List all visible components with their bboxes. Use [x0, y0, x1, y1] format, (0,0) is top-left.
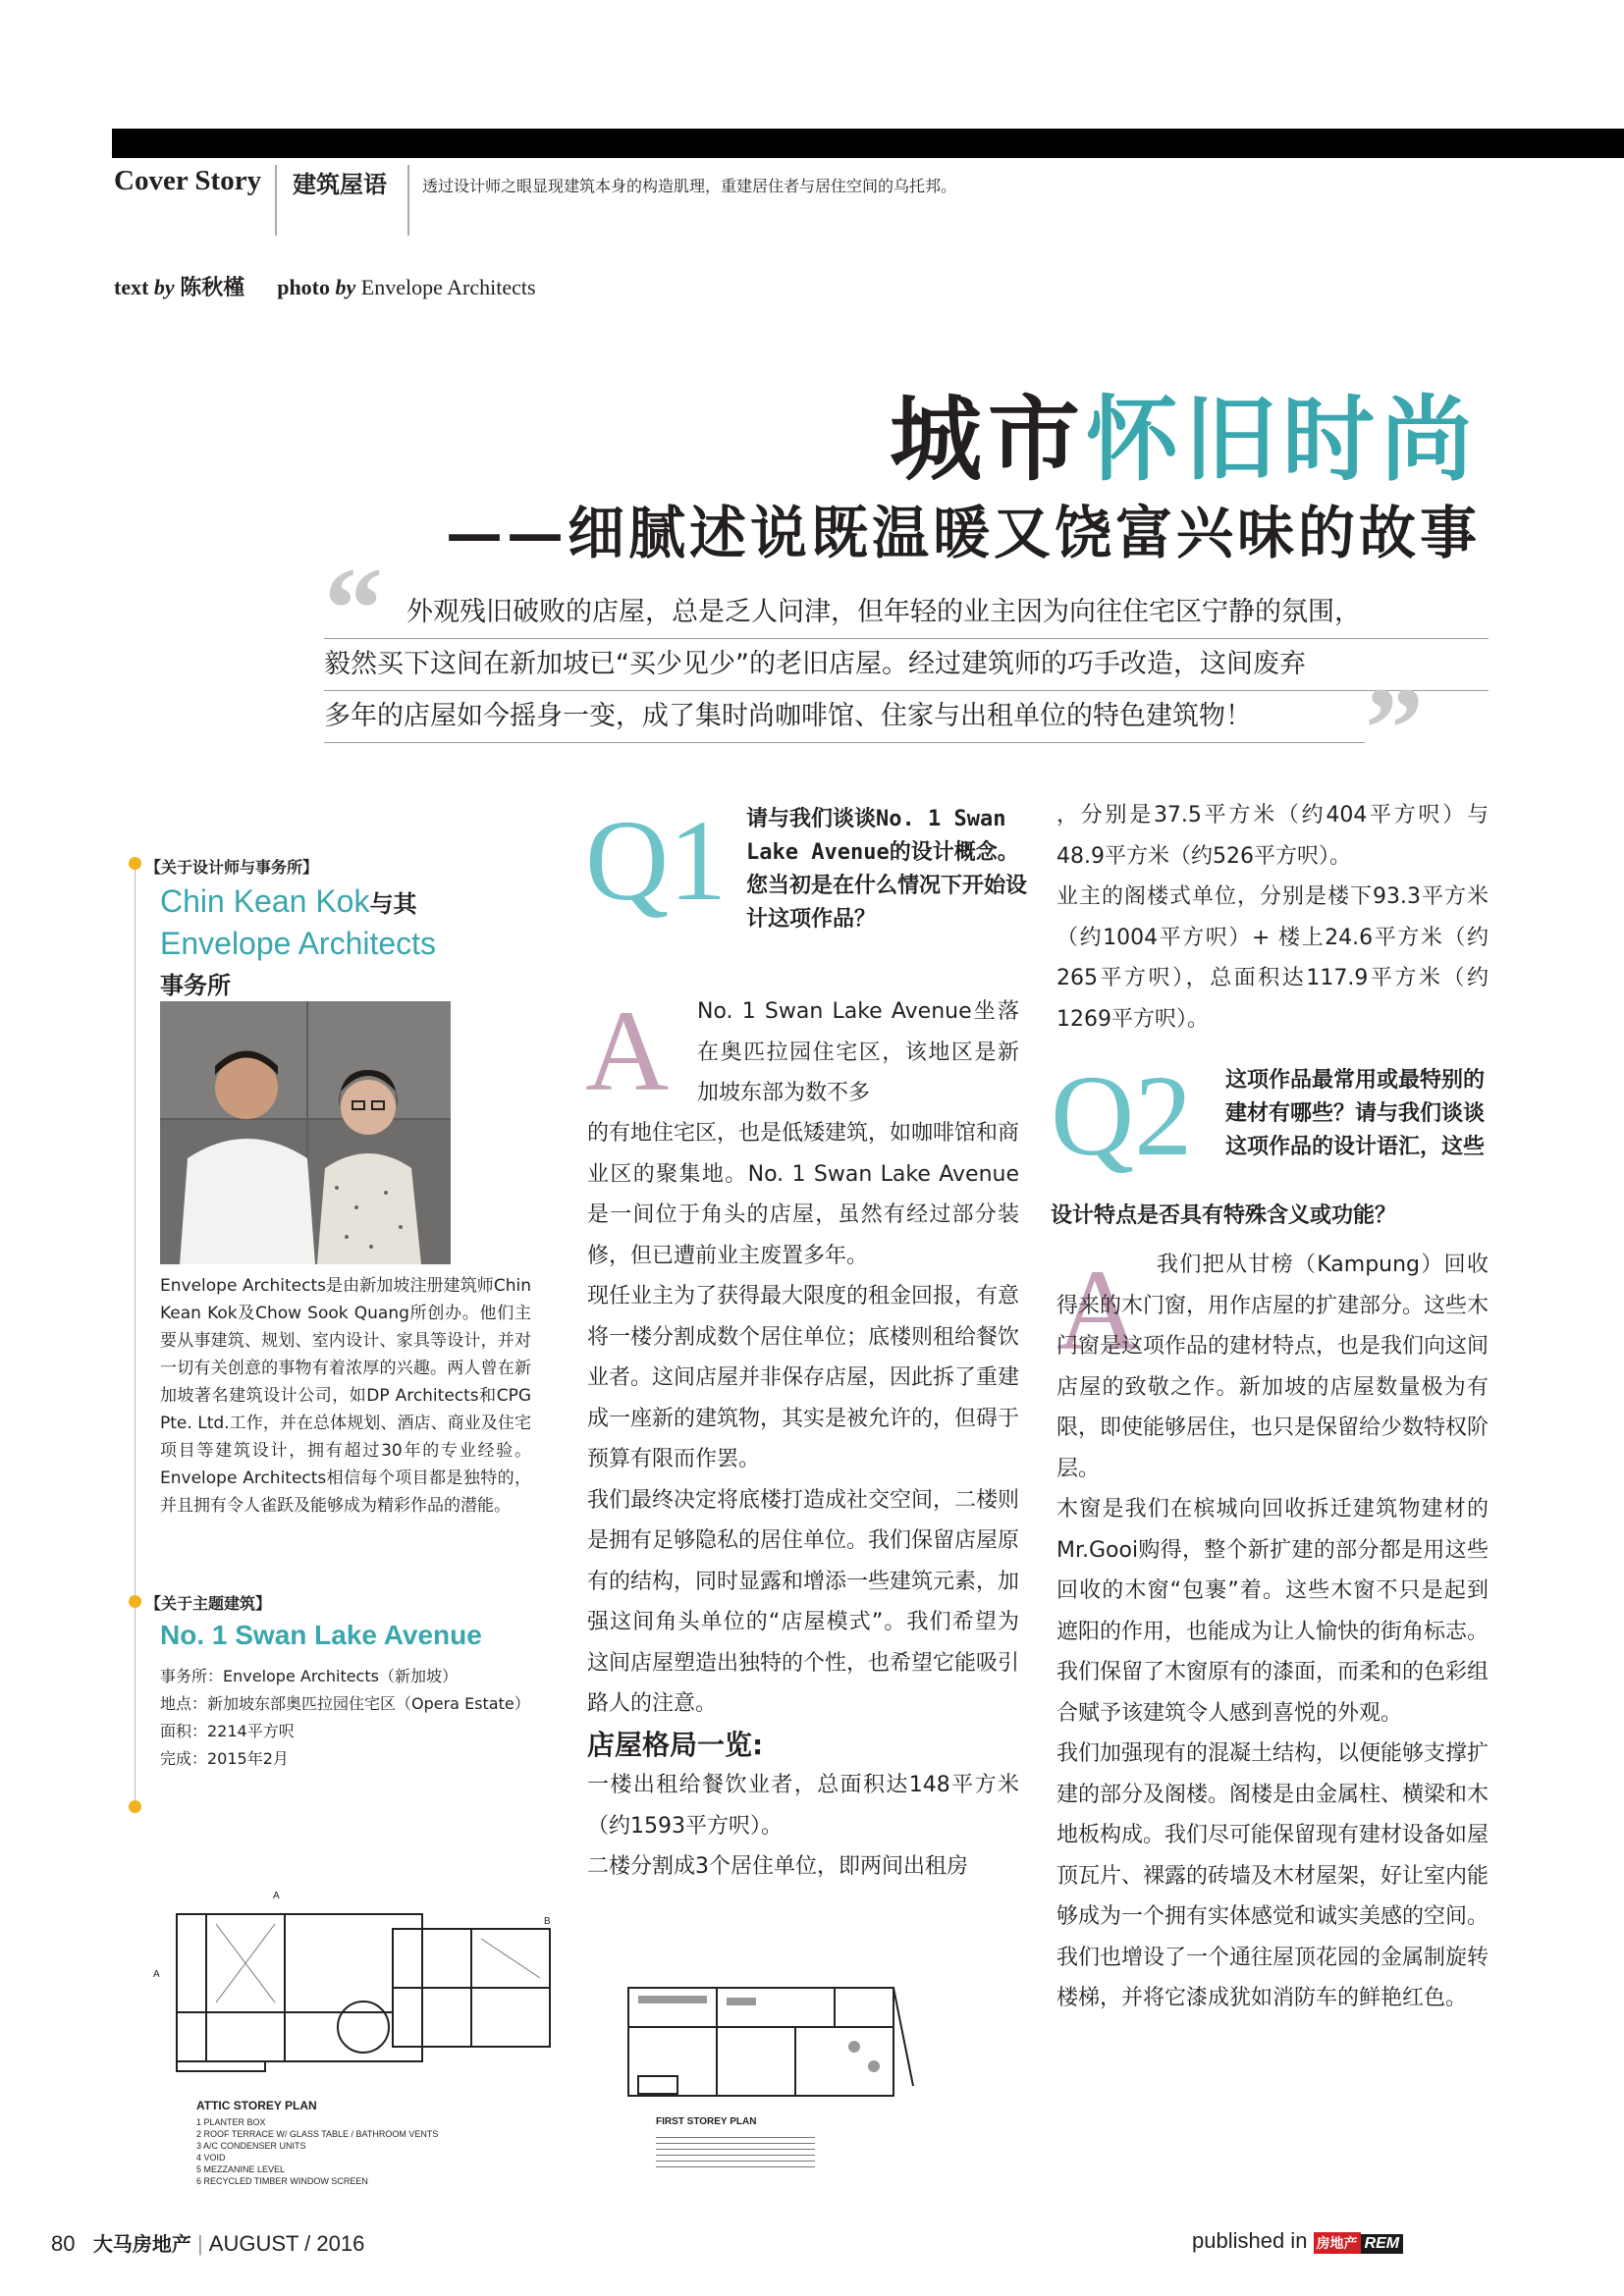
legend-item: 5 MEZZANINE LEVEL	[196, 2164, 286, 2174]
legend-item: 2 ROOF TERRACE W/ GLASS TABLE / BATHROOM VENTS	[196, 2129, 439, 2139]
cover-story-label: Cover Story	[114, 165, 262, 196]
header-bar	[112, 129, 1624, 158]
magazine-name: 大马房地产	[92, 2232, 191, 2256]
bullet-dot-icon	[129, 1800, 141, 1813]
title-part1: 城市	[889, 386, 1086, 494]
q2-answer-column	[1056, 1245, 1489, 2167]
answer-p3: 我们最终决定将底楼打造成社交空间，二楼则是拥有足够隐私的居住单位。我们保留店屋原有的结构，同时显露和增添一些建筑元素，加强这间角头单位的“店屋模式”。我们希望为这间店屋塑造出独特的个性，也希望它能吸引路人的注意。	[587, 1487, 1019, 1716]
open-quote-icon: “	[324, 543, 383, 673]
answer-lead-text: No. 1 Swan Lake Avenue坐落在奥匹拉园住宅区，该地区是新加坡东部为数不多	[697, 999, 1019, 1105]
firm-name: Envelope Architects	[160, 926, 437, 961]
footer-separator: |	[196, 2231, 203, 2256]
logo-cn: 房地产	[1314, 2232, 1361, 2254]
architects-photo	[160, 1001, 451, 1264]
bullet-dot-icon	[129, 1595, 141, 1608]
close-quote-icon: ”	[1365, 663, 1424, 793]
category-label: 建筑屋语	[293, 170, 387, 198]
page-footer	[51, 2228, 364, 2257]
svg-text:A: A	[153, 1969, 160, 1980]
project-name: No. 1 Swan Lake Avenue	[160, 1620, 482, 1650]
legend-item: 3 A/C CONDENSER UNITS	[196, 2141, 306, 2151]
legend-item: 1 PLANTER BOX	[196, 2117, 266, 2127]
header-divider	[407, 165, 409, 236]
photo-label: photo	[277, 275, 330, 299]
first-plan-legend	[727, 2132, 815, 2171]
by-label: by	[335, 275, 356, 299]
project-location: 地点：新加坡东部奥匹拉园住宅区（Opera Estate）	[160, 1694, 530, 1713]
legend-item: 4 VOID	[196, 2153, 226, 2163]
project-area: 面积：2214平方呎	[160, 1722, 295, 1740]
bullet-dot-icon	[129, 857, 141, 870]
q2-answer-p4: 我们也增设了一个通往屋顶花园的金属制旋转楼梯，并将它漆成犹如消防车的鲜艳红色。	[1056, 1945, 1489, 2010]
page-number: 80	[51, 2231, 76, 2256]
legend-item: 6 RECYCLED TIMBER WINDOW SCREEN	[196, 2176, 368, 2186]
author-name: 陈秋槿	[180, 275, 245, 300]
answer-p2: 现任业主为了获得最大限度的租金回报，有意将一楼分割成数个居住单位；底楼则租给餐饮业者。这间店屋并非保存店屋，因此拆了重建成一座新的建筑物，其实是被允许的，但碍于预算有限而作罢。	[587, 1284, 1019, 1471]
q2-marker: Q2	[1051, 1051, 1193, 1180]
layout-p4: 业主的阁楼式单位，分别是楼下93.3平方米（约1004平方呎）+ 楼上24.6平方米（约265平方呎），总面积达117.9平方米（约1269平方呎）。	[1056, 884, 1489, 1032]
title-part2: 怀旧时尚	[1085, 386, 1479, 494]
attic-plan-legend	[196, 2116, 438, 2187]
designer-name: Chin Kean Kok	[160, 883, 370, 919]
project-firm: 事务所：Envelope Architects（新加坡）	[160, 1667, 458, 1685]
by-label: by	[153, 275, 175, 299]
q2-answer-p2: 木窗是我们在槟城向回收拆迁建筑物建材的Mr.Gooi购得，整个新扩建的部分都是用这些回收的木窗“包裹”着。这些木窗不只是起到遮阳的作用，也能成为让人愉快的街角标志。我们保留了木窗原有的漆面，而柔和的色彩组合赋予该建筑令人感到喜悦的外观。	[1056, 1497, 1489, 1726]
designer-section-label: 【关于设计师与事务所】	[145, 858, 319, 877]
article-subtitle: ——细腻述说既温暖又饶富兴味的故事	[445, 500, 1481, 566]
layout-p1: 一楼出租给餐饮业者，总面积达148平方米（约1593平方呎）。	[587, 1773, 1019, 1839]
designer-bio: Envelope Architects是由新加坡注册建筑师Chin Kean Kok及Chow Sook Quang所创办。他们主要从事建筑、规划、室内设计、家具等设计，并对一切有关创意的事物有着浓厚的兴趣。两人曾在新加坡著名建筑设计公司，如DP Architects和CPG Pte. Ltd.工作，并在总体规划、酒店、商业及住宅项目等建筑设计，拥有超过30年的专业经验。Envelope Architects相信每个项目都是独特的，并且拥有令人雀跃及能够成为精彩作品的潜能。	[160, 1276, 531, 1516]
quote-line: 多年的店屋如今摇身一变，成了集时尚咖啡馆、住家与出租单位的特色建筑物！	[324, 691, 1365, 743]
text-label: text	[114, 275, 149, 299]
svg-text:A: A	[273, 1891, 280, 1901]
project-section-label: 【关于主题建筑】	[145, 1594, 272, 1613]
category-description: 透过设计师之眼显现建筑本身的构造肌理，重建居住者与居住空间的乌托邦。	[422, 177, 957, 195]
first-plan-title: FIRST STOREY PLAN	[656, 2116, 757, 2127]
firm-suffix: 事务所	[160, 971, 231, 999]
attic-storey-plan	[147, 1865, 560, 2091]
photographer-name: Envelope Architects	[360, 275, 536, 299]
layout-p3: ，分别是37.5平方米（约404平方呎）与48.9平方米（约526平方呎）。	[1056, 803, 1489, 869]
published-in	[1192, 2228, 1403, 2254]
layout-p2: 二楼分割成3个居住单位，即两间出租房	[587, 1854, 968, 1879]
svg-text:B: B	[544, 1916, 551, 1927]
credits	[114, 271, 536, 301]
project-info	[160, 1663, 530, 1773]
a2-marker: A	[1056, 1246, 1141, 1374]
layout-heading: 店屋格局一览:	[587, 1728, 764, 1761]
designer-and: 与其	[369, 889, 417, 918]
q2-question-tail: 设计特点是否具有特殊含义或功能？	[1051, 1203, 1397, 1228]
published-label: published in	[1192, 2228, 1308, 2253]
article-title	[890, 365, 1479, 498]
answer-p1-rest: 的有地住宅区，也是低矮建筑，如咖啡馆和商业区的聚集地。No. 1 Swan Lake Avenue是一间位于角头的店屋，虽然有经过部分装修，但已遭前业主废置多年。	[587, 1121, 1019, 1268]
q2-question: 这项作品最常用或最特别的建材有哪些？请与我们谈谈这项作品的设计语汇，这些	[1225, 1068, 1486, 1159]
quote-line: 毅然买下这间在新加坡已“买少见少”的老旧店屋。经过建筑师的巧手改造，这间废弃	[324, 639, 1489, 691]
pull-quote	[324, 587, 1489, 743]
q1-answer-column	[585, 987, 1019, 2052]
q2-answer-p3: 我们加强现有的混凝土结构，以便能够支撑扩建的部分及阁楼。阁楼是由金属柱、横梁和木地板构成。我们尽可能保留现有建材设备如屋顶瓦片、裸露的砖墙及木材屋架，好让室内能够成为一个拥有实体感觉和诚实美感的空间。	[1056, 1741, 1489, 1929]
q1-question: 请与我们谈谈No. 1 Swan Lake Avenue的设计概念。您当初是在什么情况下开始设计这项作品？	[746, 807, 1028, 932]
attic-plan-title: ATTIC STOREY PLAN	[196, 2099, 317, 2112]
quote-line: 外观残旧破败的店屋，总是乏人问津，但年轻的业主因为向往住宅区宁静的氛围，	[324, 587, 1489, 639]
designer-heading	[160, 881, 436, 1005]
issue-date: AUGUST / 2016	[208, 2231, 365, 2256]
q2-answer-p1: 我们把从甘榜（Kampung）回收得来的木门窗，用作店屋的扩建部分。这些木门窗是这项作品的建材特点，也是我们向这间店屋的致敬之作。新加坡的店屋数量极为有限，即使能够居住，也只是保留给少数特权阶层。	[1056, 1253, 1489, 1481]
q1-marker: Q1	[585, 796, 728, 925]
header-divider	[275, 165, 277, 236]
project-completed: 完成：2015年2月	[160, 1749, 289, 1768]
layout-column3	[1056, 795, 1489, 1040]
a1-marker: A	[585, 987, 670, 1115]
logo-en: REM	[1361, 2234, 1404, 2254]
